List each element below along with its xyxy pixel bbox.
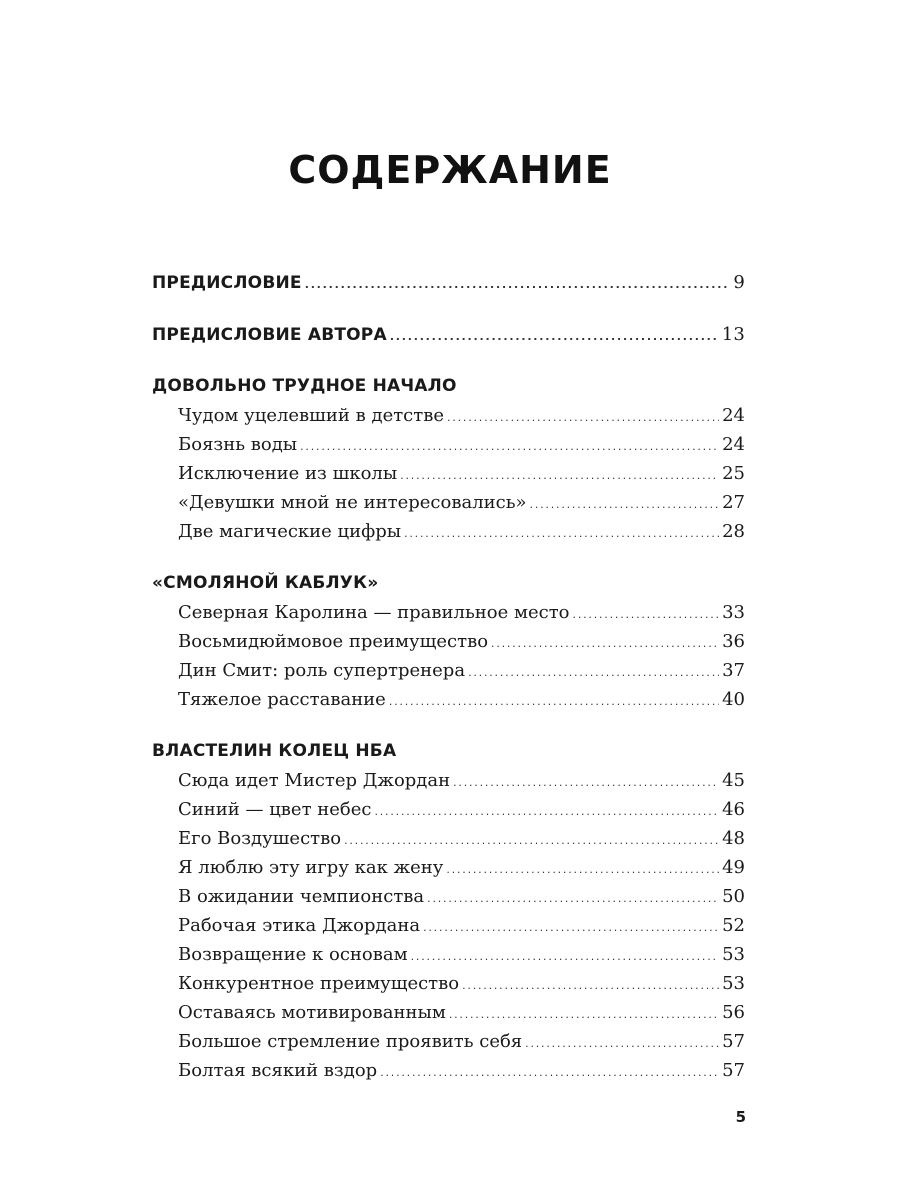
dot-leader [447,401,719,432]
toc-entry-page: 49 [722,857,745,878]
toc-entry-page: 36 [722,631,745,652]
table-of-contents [152,268,745,1085]
toc-entry-page: 53 [722,944,745,965]
dot-leader [530,488,720,519]
toc-entry[interactable] [152,627,745,656]
toc-entry-author-preface[interactable] [152,320,745,349]
toc-entry-label: Северная Каролина — правильное место [178,602,570,623]
toc-entry-page: 53 [722,973,745,994]
toc-entry-page: 57 [722,1031,745,1052]
dot-leader [573,598,720,629]
dot-leader [300,430,719,461]
toc-entry[interactable] [152,685,745,714]
dot-leader [380,1056,719,1087]
toc-entry[interactable] [152,824,745,853]
toc-entry[interactable] [152,598,745,627]
toc-entry-label: Две магические цифры [178,521,402,542]
dot-leader [344,824,719,855]
toc-entry-label: Боязнь воды [178,434,298,455]
toc-entry-label: ПРЕДИСЛОВИЕ АВТОРА [152,325,387,345]
dot-leader [427,882,719,913]
toc-entry-page: 25 [722,463,745,484]
toc-entry-page: 13 [721,324,745,345]
toc-entry-page: 27 [722,492,745,513]
section-heading[interactable]: ДОВОЛЬНО ТРУДНОЕ НАЧАЛО [152,376,457,396]
toc-entry[interactable] [152,998,745,1027]
dot-leader [404,517,719,548]
dot-leader [453,766,719,797]
dot-leader [389,685,719,716]
toc-entry-label: В ожидании чемпионства [178,886,425,907]
toc-entry[interactable] [152,401,745,430]
toc-entry[interactable] [152,1056,745,1085]
toc-entry[interactable] [152,911,745,940]
toc-entry-page: 40 [722,689,745,710]
toc-entry-label: ПРЕДИСЛОВИЕ [152,273,302,293]
toc-entry-preface[interactable] [152,268,745,297]
toc-entry-page: 57 [722,1060,745,1081]
section-heading[interactable]: «СМОЛЯНОЙ КАБЛУК» [152,573,379,593]
toc-entry-label: Восьмидюймовое преимущество [178,631,489,652]
toc-entry-page: 24 [722,434,745,455]
dot-leader [446,853,719,884]
toc-entry[interactable] [152,1027,745,1056]
toc-entry-label: Синий — цвет небес [178,799,372,820]
dot-leader [305,269,731,299]
toc-entry-label: Возвращение к основам [178,944,408,965]
dot-leader [411,940,719,971]
toc-entry-label: Конкурентное преимущество [178,973,460,994]
toc-entry-page: 28 [722,521,745,542]
toc-entry-label: Тяжелое расставание [178,689,386,710]
toc-entry-page: 50 [722,886,745,907]
toc-entry-label: Дин Смит: роль супертренера [178,660,466,681]
dot-leader [400,459,719,490]
toc-entry[interactable] [152,969,745,998]
toc-entry-page: 56 [722,1002,745,1023]
toc-entry-page: 9 [733,272,745,293]
dot-leader [468,656,719,687]
page-title: СОДЕРЖАНИЕ [288,148,612,192]
toc-entry-label: Я люблю эту игру как жену [178,857,444,878]
dot-leader [462,969,719,1000]
toc-entry-label: Его Воздушество [178,828,342,849]
toc-entry-page: 46 [722,799,745,820]
toc-entry-label: Исключение из школы [178,463,398,484]
toc-entry[interactable] [152,517,745,546]
toc-entry[interactable] [152,766,745,795]
toc-entry[interactable] [152,656,745,685]
dot-leader [449,998,719,1029]
toc-entry-label: Болтая всякий вздор [178,1060,378,1081]
toc-entry-label: Большое стремление проявить себя [178,1031,523,1052]
toc-entry-label: Оставаясь мотивированным [178,1002,446,1023]
toc-entry-page: 52 [722,915,745,936]
dot-leader [525,1027,719,1058]
toc-entry-page: 48 [722,828,745,849]
toc-entry-page: 37 [722,660,745,681]
toc-entry[interactable] [152,940,745,969]
toc-entry[interactable] [152,882,745,911]
toc-entry[interactable] [152,430,745,459]
toc-entry-page: 24 [722,405,745,426]
page-number: 5 [735,1108,746,1126]
toc-entry-label: «Девушки мной не интересовались» [178,492,527,513]
toc-entry[interactable] [152,853,745,882]
toc-entry-page: 45 [722,770,745,791]
dot-leader [491,627,719,658]
toc-entry-label: Чудом уцелевший в детстве [178,405,445,426]
dot-leader [423,911,719,942]
dot-leader [374,795,719,826]
toc-entry[interactable] [152,488,745,517]
section-heading[interactable]: ВЛАСТЕЛИН КОЛЕЦ НБА [152,741,397,761]
dot-leader [390,321,719,351]
toc-entry-label: Рабочая этика Джордана [178,915,421,936]
toc-entry-page: 33 [722,602,745,623]
toc-entry[interactable] [152,795,745,824]
toc-entry-label: Сюда идет Мистер Джордан [178,770,451,791]
toc-entry[interactable] [152,459,745,488]
